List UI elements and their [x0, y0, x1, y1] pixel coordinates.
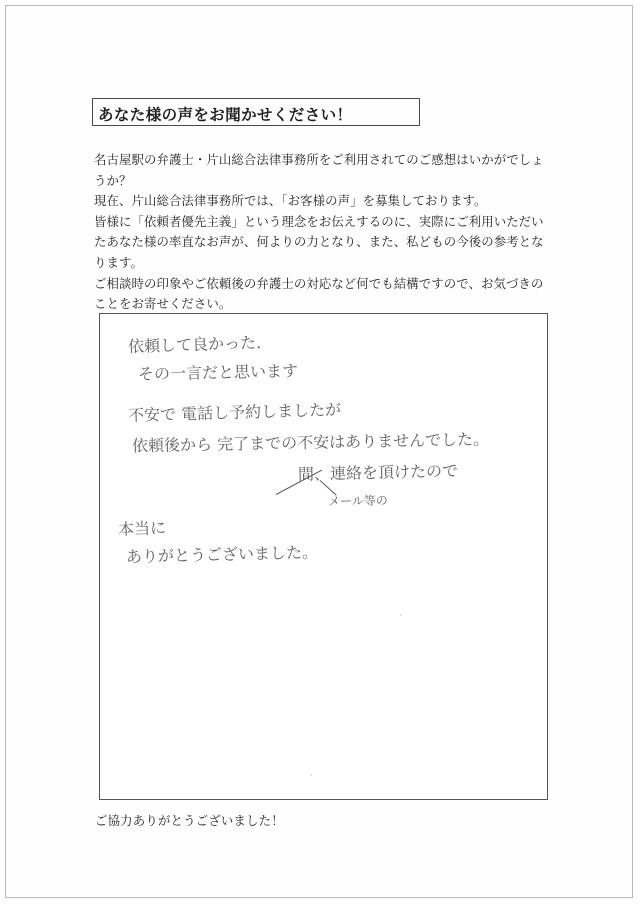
- handwriting-line-2: その一言だと思います: [137, 361, 299, 384]
- handwriting-line-6: メール等の: [327, 493, 388, 509]
- scan-speckle: [400, 614, 402, 616]
- scan-sheet: [6, 6, 632, 897]
- intro-line-3: 皆様に「依頼者優先主義」という理念をお伝えするのに、実際にご利用いただいたあなた様の率直なお声が、何よりの力となり、また、私どもの今後の参考となります。: [94, 214, 544, 270]
- handwriting-line-5: 間、連絡を頂けたので: [297, 461, 459, 484]
- handwriting-line-8: ありがとうございました。: [125, 542, 319, 567]
- handwriting-line-4: 依頼後から 完了までの不安はありませんでした。: [131, 429, 490, 456]
- scan-speckle: [310, 774, 312, 776]
- page-title: あなた様の声をお聞かせください！: [98, 107, 353, 124]
- handwriting-line-3: 不安で 電話し予約しましたが: [127, 400, 342, 425]
- intro-paragraph: [94, 150, 549, 315]
- intro-line-1: 名古屋駅の弁護士・片山総合法律事務所をご利用されてのご感想はいかがでしょうか？: [94, 153, 544, 188]
- scanned-page: [5, 5, 633, 898]
- intro-line-4: ご相談時の印象やご依頼後の弁護士の対応など何でも結構ですので、お気づきのことをお寄せください。: [94, 276, 544, 312]
- intro-line-2: 現在、片山総合法律事務所では、「お客様の声」を募集しております。: [94, 194, 487, 209]
- handwriting-line-1: 依頼して良かった.: [127, 332, 262, 357]
- handwritten-answer-box: [99, 313, 548, 800]
- handwriting-line-7: 本当に: [117, 518, 167, 539]
- footer-thanks: ご協力ありがとうございました！: [95, 814, 284, 828]
